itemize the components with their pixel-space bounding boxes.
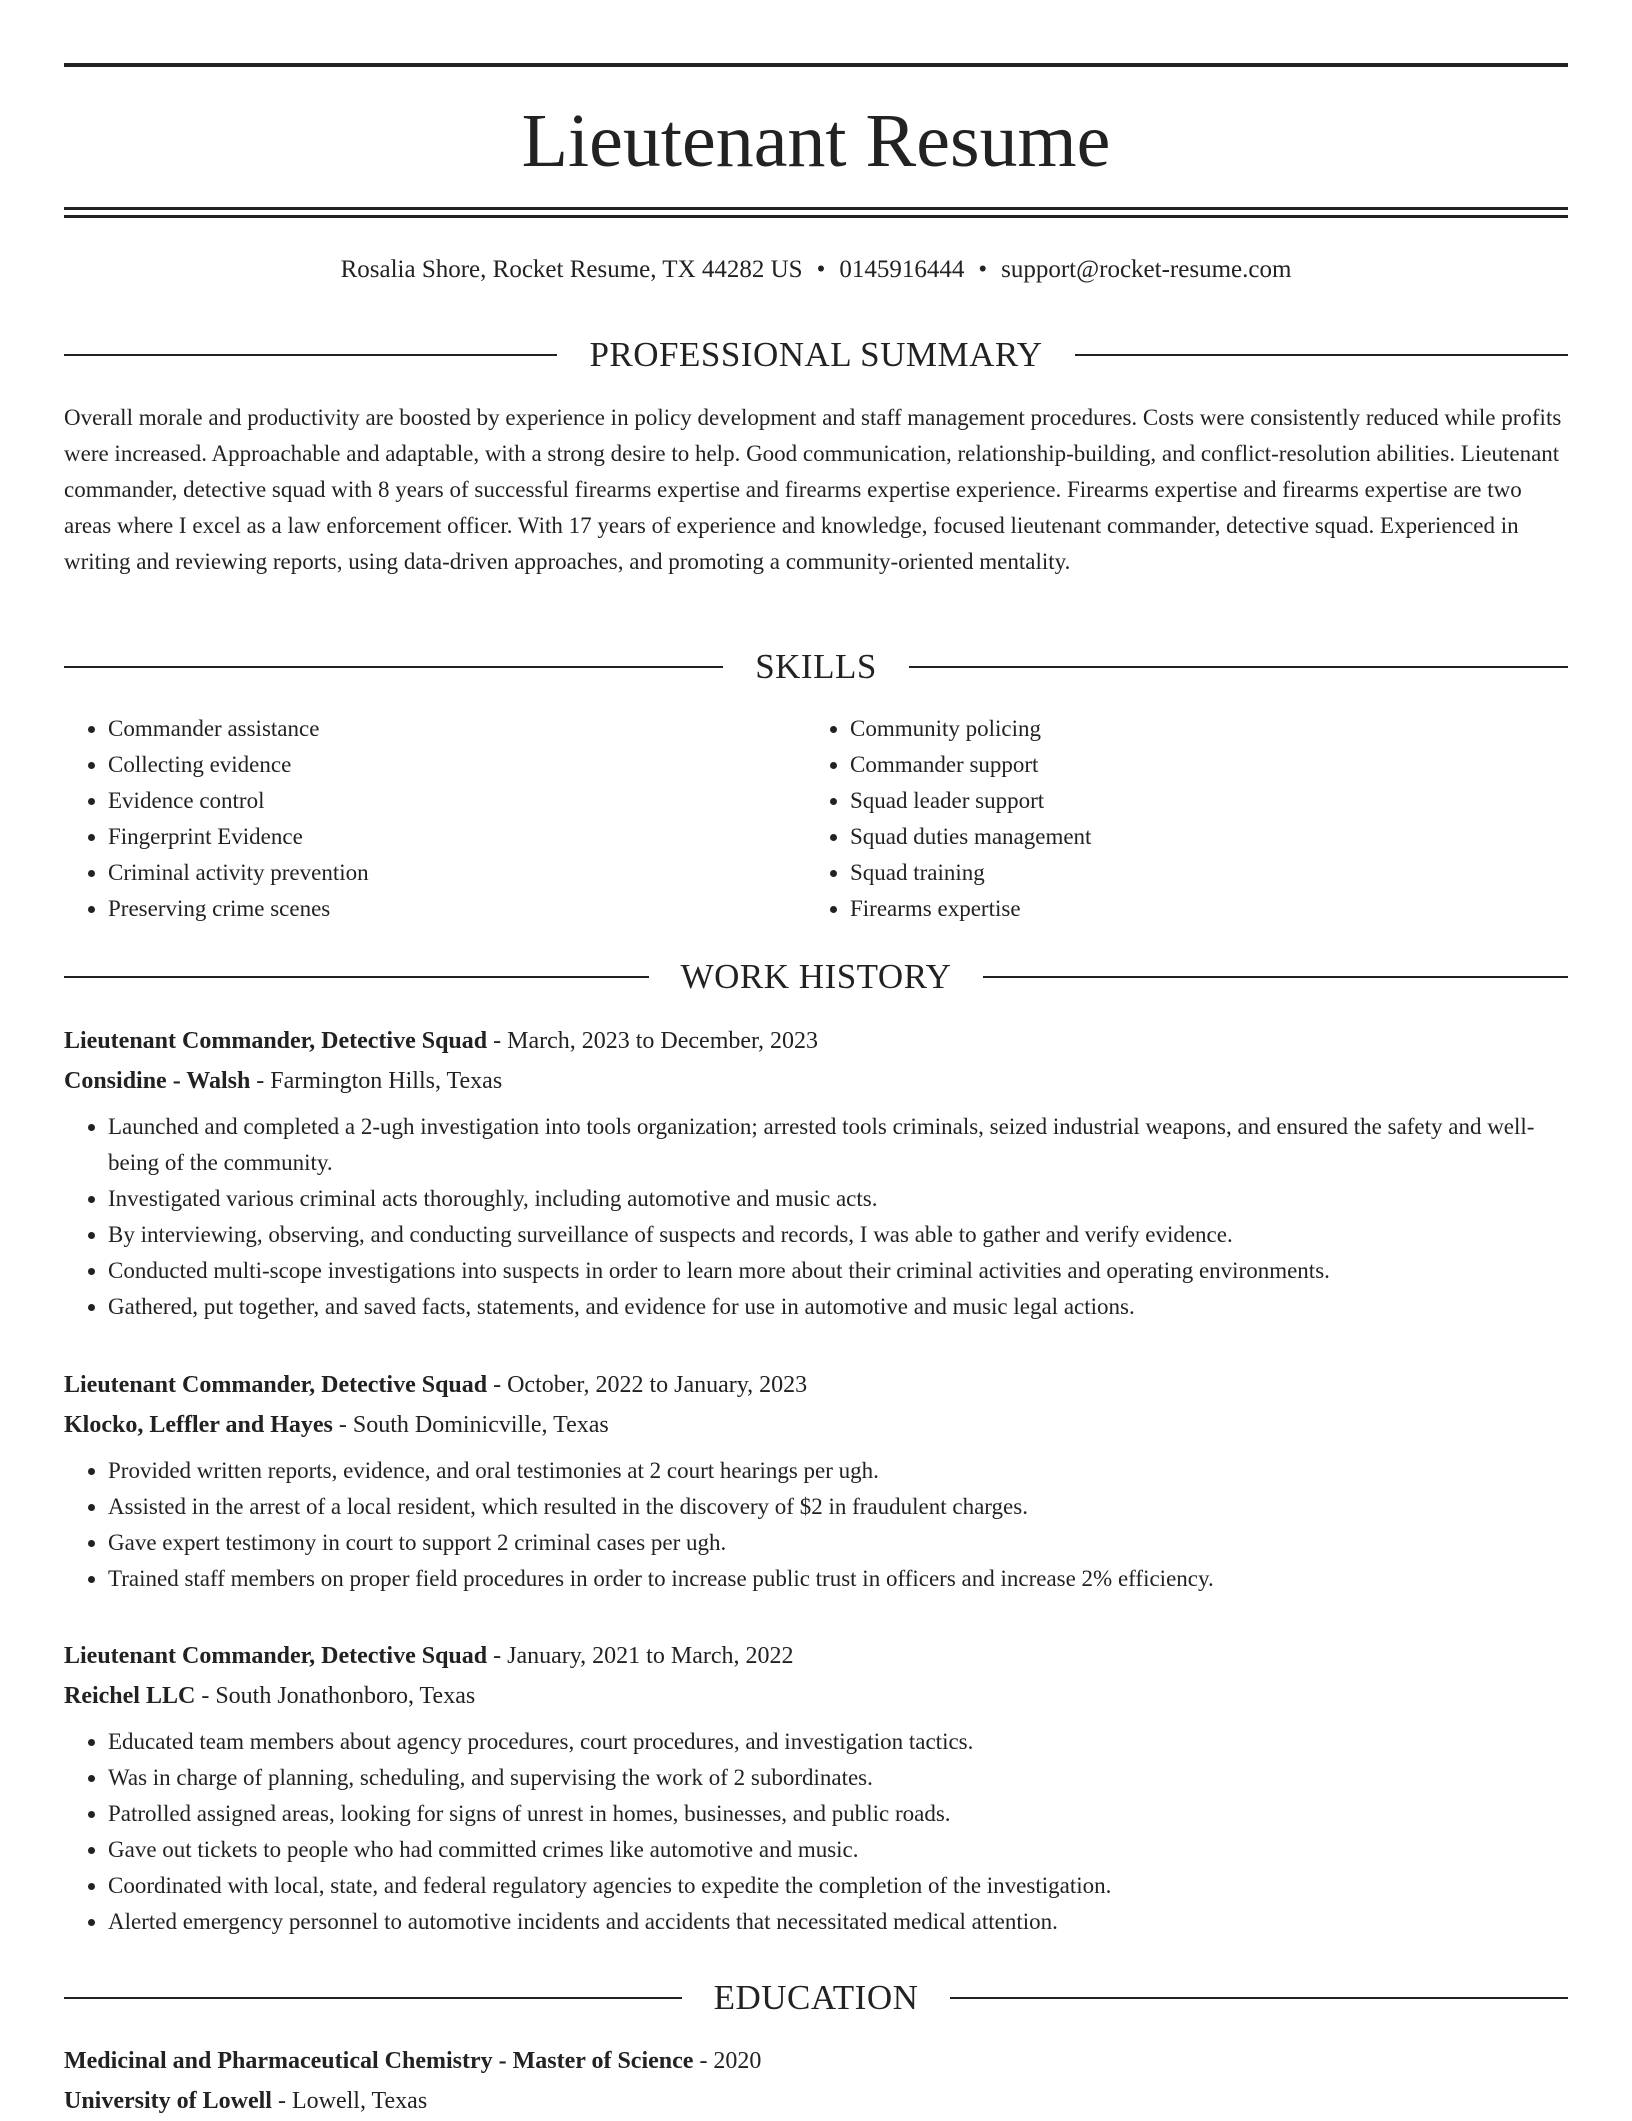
job-title-line bbox=[64, 1636, 1568, 1676]
education-location: - Lowell, Texas bbox=[271, 2088, 428, 2114]
resume-title: Lieutenant Resume bbox=[521, 99, 1111, 183]
job-company: Considine - Walsh bbox=[64, 1068, 251, 1094]
job-dates: - March, 2023 to December, 2023 bbox=[487, 1028, 819, 1054]
education-degree-line bbox=[64, 2041, 1568, 2081]
job-company: Klocko, Leffler and Hayes bbox=[64, 1412, 333, 1438]
section-divider bbox=[1075, 354, 1568, 356]
skill-item: • Criminal activity prevention bbox=[108, 855, 806, 891]
summary-text: Overall morale and productivity are boosted by experience in policy development and staff management procedures. Costs were consistently reduced while profits were increased. Approachable and adaptable, with a strong desire to help. Good communication, relationship-building, and conflict-resolution abilities. Lieutenant commander, detective squad with 8 years of successful firearms expertise and firearms expertise experience. Firearms expertise and firearms expertise are two areas where I excel as a law enforcement officer. With 17 years of experience and knowledge, focused lieutenant commander, detective squad. Experienced in writing and reviewing reports, using data-driven approaches, and promoting a community-oriented mentality. bbox=[64, 405, 1562, 574]
contact-phone: 0145916444 bbox=[839, 256, 965, 283]
skill-item: • Squad training bbox=[850, 855, 1548, 891]
section-divider bbox=[64, 354, 557, 356]
job-entry bbox=[64, 1021, 1568, 1325]
job-bullets bbox=[64, 1453, 1568, 1597]
job-company-line bbox=[64, 1405, 1568, 1445]
job-entry bbox=[64, 1365, 1568, 1597]
skills-list bbox=[64, 711, 1568, 927]
contact-address: Rosalia Shore, Rocket Resume, TX 44282 US bbox=[340, 256, 803, 283]
skill-item: • Fingerprint Evidence bbox=[108, 819, 806, 855]
section-header-work bbox=[64, 955, 1568, 999]
section-divider bbox=[909, 666, 1568, 668]
job-entry bbox=[64, 1636, 1568, 1940]
job-bullet: • Investigated various criminal acts thoroughly, including automotive and music acts. bbox=[108, 1181, 1568, 1217]
job-company-line bbox=[64, 1061, 1568, 1101]
education-degree: Medicinal and Pharmaceutical Chemistry - Master of Science bbox=[64, 2048, 694, 2074]
job-bullet: • Patrolled assigned areas, looking for signs of unrest in homes, businesses, and public roads. bbox=[108, 1796, 1568, 1832]
section-header-education bbox=[64, 1976, 1568, 2020]
job-location: - South Jonathonboro, Texas bbox=[195, 1683, 476, 1709]
job-title: Lieutenant Commander, Detective Squad bbox=[64, 1643, 488, 1669]
skill-item: • Squad duties management bbox=[850, 819, 1548, 855]
job-location: - South Dominicville, Texas bbox=[332, 1412, 609, 1438]
contact-separator: • bbox=[816, 256, 826, 283]
skill-item: • Collecting evidence bbox=[108, 747, 806, 783]
section-divider bbox=[64, 666, 723, 668]
skill-item: • Evidence control bbox=[108, 783, 806, 819]
skill-item: • Squad leader support bbox=[850, 783, 1548, 819]
job-bullet: • Gathered, put together, and saved facts, statements, and evidence for use in automotive and music legal actions. bbox=[108, 1289, 1568, 1325]
job-bullet: • By interviewing, observing, and conducting surveillance of suspects and records, I was able to gather and verify evidence. bbox=[108, 1217, 1568, 1253]
job-bullet: • Gave expert testimony in court to support 2 criminal cases per ugh. bbox=[108, 1525, 1568, 1561]
job-company: Reichel LLC bbox=[64, 1683, 196, 1709]
job-title: Lieutenant Commander, Detective Squad bbox=[64, 1028, 488, 1054]
job-bullet: • Coordinated with local, state, and federal regulatory agencies to expedite the completion of the investigation. bbox=[108, 1868, 1568, 1904]
education-school: University of Lowell bbox=[64, 2088, 272, 2114]
section-divider bbox=[950, 1997, 1568, 1999]
job-bullet: • Gave out tickets to people who had committed crimes like automotive and music. bbox=[108, 1832, 1568, 1868]
title-rule-lower bbox=[64, 215, 1568, 218]
contact-separator: • bbox=[978, 256, 988, 283]
job-bullets bbox=[64, 1109, 1568, 1325]
job-bullets bbox=[64, 1724, 1568, 1940]
top-rule bbox=[64, 63, 1568, 67]
section-title: PROFESSIONAL SUMMARY bbox=[589, 335, 1043, 374]
skills-column-left bbox=[64, 711, 806, 927]
job-bullet: • Was in charge of planning, scheduling, and supervising the work of 2 subordinates. bbox=[108, 1760, 1568, 1796]
education-school-line bbox=[64, 2081, 1568, 2121]
section-divider bbox=[983, 976, 1568, 978]
skill-item: • Community policing bbox=[850, 711, 1548, 747]
contact-line bbox=[64, 254, 1568, 286]
skill-item: • Preserving crime scenes bbox=[108, 891, 806, 927]
title-rule-upper bbox=[64, 207, 1568, 210]
job-location: - Farmington Hills, Texas bbox=[250, 1068, 503, 1094]
job-bullet: • Alerted emergency personnel to automotive incidents and accidents that necessitated medical attention. bbox=[108, 1904, 1568, 1940]
job-dates: - January, 2021 to March, 2022 bbox=[487, 1643, 794, 1669]
skill-item: • Firearms expertise bbox=[850, 891, 1548, 927]
contact-email: support@rocket-resume.com bbox=[1001, 256, 1292, 283]
skill-item: • Commander assistance bbox=[108, 711, 806, 747]
job-title: Lieutenant Commander, Detective Squad bbox=[64, 1372, 488, 1398]
job-dates: - October, 2022 to January, 2023 bbox=[487, 1372, 808, 1398]
skills-column-right bbox=[806, 711, 1548, 927]
job-company-line bbox=[64, 1676, 1568, 1716]
education-entry bbox=[64, 2041, 1568, 2121]
job-bullet: • Conducted multi-scope investigations into suspects in order to learn more about their criminal activities and operating environments. bbox=[108, 1253, 1568, 1289]
job-title-line bbox=[64, 1021, 1568, 1061]
education-year: - 2020 bbox=[693, 2048, 762, 2074]
section-title: EDUCATION bbox=[713, 1978, 919, 2017]
section-divider bbox=[64, 1997, 682, 1999]
job-bullet: • Assisted in the arrest of a local resident, which resulted in the discovery of $2 in fraudulent charges. bbox=[108, 1489, 1568, 1525]
section-title: SKILLS bbox=[755, 647, 877, 686]
skill-item: • Commander support bbox=[850, 747, 1548, 783]
job-bullet: • Trained staff members on proper field procedures in order to increase public trust in officers and increase 2% efficiency. bbox=[108, 1561, 1568, 1597]
job-bullet: • Provided written reports, evidence, and oral testimonies at 2 court hearings per ugh. bbox=[108, 1453, 1568, 1489]
section-divider bbox=[64, 976, 649, 978]
job-title-line bbox=[64, 1365, 1568, 1405]
section-header-skills bbox=[64, 645, 1568, 689]
job-bullet: • Launched and completed a 2-ugh investigation into tools organization; arrested tools criminals, seized industrial weapons, and ensured the safety and well-being of the community. bbox=[108, 1109, 1568, 1181]
section-header-summary bbox=[64, 333, 1568, 377]
section-title: WORK HISTORY bbox=[680, 957, 952, 996]
job-bullet: • Educated team members about agency procedures, court procedures, and investigation tactics. bbox=[108, 1724, 1568, 1760]
